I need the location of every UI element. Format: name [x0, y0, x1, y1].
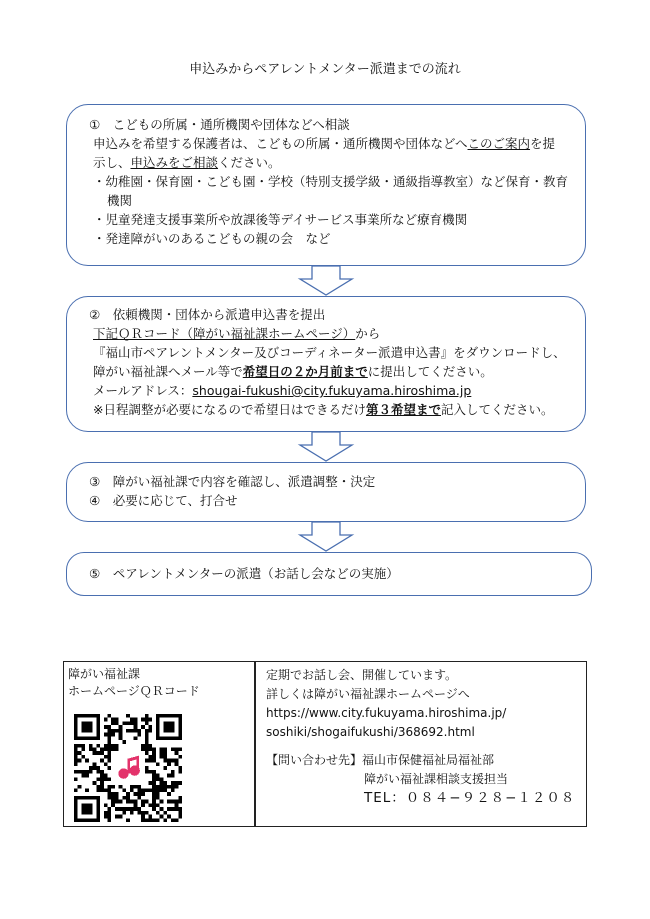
- preference-text: 第３希望まで: [365, 402, 441, 417]
- step2-note-post: 記入してください。: [441, 402, 554, 417]
- step5-line: ⑤ ペアレントメンターの派遣（お話し会などの実施）: [89, 566, 399, 581]
- consult-link: 申込みをご相談: [130, 155, 219, 170]
- step2-line2: 『福山市ペアレントメンター及びコーディネーター派遣申込書』をダウンロードし、: [93, 345, 566, 360]
- page-title: 申込みからペアレントメンター派遣までの流れ: [189, 62, 461, 77]
- step4-line: ④ 必要に応じて、打合せ: [89, 493, 238, 508]
- step5-box: [66, 552, 592, 596]
- email-label: メールアドレス：: [93, 383, 193, 398]
- qr-box-subtitle: ホームページＱＲコード: [68, 684, 200, 698]
- step2-line1-post: から: [355, 326, 381, 341]
- contact-dept: 障がい福祉課相談支援担当: [364, 772, 509, 786]
- step3-line: ③ 障がい福祉課で内容を確認し、派遣調整・決定: [89, 474, 376, 489]
- step1-bullet-1: ・幼稚園・保育園・こども園・学校（特別支援学級・通級指導教室）など保育・教育: [93, 174, 569, 189]
- qr-code-icon[interactable]: [74, 714, 182, 822]
- info-box: [255, 661, 587, 827]
- step2-line1: [83, 324, 569, 343]
- step2-line3-pre: 障がい福祉課へメール等で: [93, 364, 243, 379]
- step1-line1-pre: 申込みを希望する保護者は、こどもの所属・通所機関や団体などへ: [93, 136, 468, 151]
- qr-box: [63, 661, 255, 827]
- info-url-line1[interactable]: https://www.city.fukuyama.hiroshima.jp/: [266, 706, 507, 720]
- step1-bullet-1-cont: 機関: [107, 193, 133, 208]
- info-line1: 定期でお話し会、開催しています。: [266, 668, 458, 682]
- step1-line2-post: ください。: [218, 155, 281, 170]
- contact-label: 【問い合わせ先】: [266, 753, 363, 767]
- step3-box: [66, 462, 586, 522]
- step1-line1: [83, 134, 569, 153]
- info-url-line2[interactable]: soshiki/shogaifukushi/368692.html: [266, 725, 475, 739]
- down-arrow-2: [296, 432, 356, 462]
- email-link[interactable]: shougai-fukushi@city.fukuyama.hiroshima.jp: [192, 383, 472, 398]
- step1-line1-post: を提: [530, 136, 556, 151]
- step2-line3: [83, 362, 569, 381]
- contact-tel: TEL：０８４−９２８−１２０８: [364, 790, 576, 806]
- qr-code-link: 下記ＱＲコード（障がい福祉課ホームページ）: [93, 326, 356, 341]
- contact-line: [266, 751, 576, 770]
- step2-note-pre: ※日程調整が必要になるので希望日はできるだけ: [93, 402, 366, 417]
- info-line2: 詳しくは障がい福祉課ホームページへ: [266, 687, 470, 701]
- step2-line3-post: に提出してください。: [367, 364, 493, 379]
- step2-email: [83, 381, 569, 400]
- guide-link: このご案内: [467, 136, 531, 151]
- step1-line2: [83, 153, 569, 172]
- down-arrow-3: [296, 522, 356, 552]
- step1-box: [66, 104, 586, 266]
- qr-box-title: 障がい福祉課: [68, 667, 141, 681]
- step1-line2-pre: 示し、: [93, 155, 131, 170]
- step2-box: [66, 296, 586, 432]
- step2-heading: ② 依頼機関・団体から派遣申込書を提出: [89, 307, 326, 322]
- step2-note: [83, 400, 569, 419]
- step1-bullet-2: ・児童発達支援事業所や放課後等デイサービス事業所など療育機関: [93, 212, 468, 227]
- step1-bullet-3: ・発達障がいのあるこどもの親の会 など: [93, 231, 331, 246]
- deadline-text: 希望日の２か月前まで: [242, 364, 368, 379]
- step1-heading: ① こどもの所属・通所機関や団体などへ相談: [89, 117, 350, 132]
- down-arrow-1: [296, 266, 356, 296]
- contact-org: 福山市保健福祉局福祉部: [362, 753, 495, 767]
